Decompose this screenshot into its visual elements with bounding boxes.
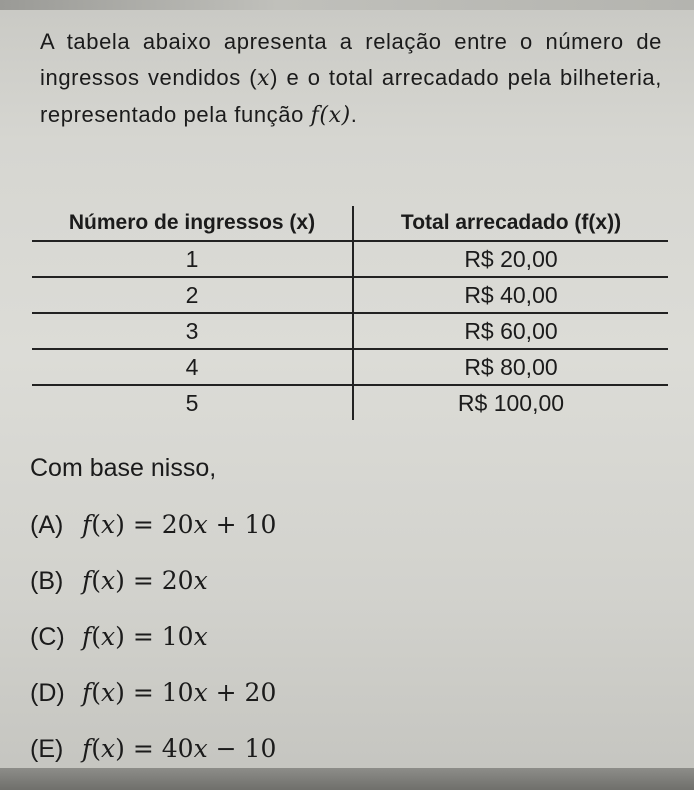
column-header-total: Total arrecadado (f(x)) <box>353 206 668 241</box>
table-cell-tickets: 1 <box>32 241 353 277</box>
table-cell-total: R$ 80,00 <box>353 349 668 385</box>
table-header-row <box>32 206 668 241</box>
intro-function: f(x) <box>310 103 351 128</box>
intro-variable: x <box>257 66 271 91</box>
table-row <box>32 277 668 313</box>
table-row <box>32 313 668 349</box>
table-cell-total: R$ 20,00 <box>353 241 668 277</box>
table-cell-total: R$ 40,00 <box>353 277 668 313</box>
table-cell-tickets: 4 <box>32 349 353 385</box>
option-label: (C) <box>30 623 65 651</box>
option-expression: f(x) = 10x <box>82 622 208 651</box>
option-label: (E) <box>30 735 64 763</box>
data-table <box>32 206 668 420</box>
answer-options <box>30 503 276 783</box>
option-label: (B) <box>30 567 64 595</box>
option-b[interactable] <box>30 559 276 615</box>
table-cell-total: R$ 100,00 <box>457 389 565 416</box>
option-expression: f(x) = 20x <box>82 566 208 595</box>
table-cell-tickets: 3 <box>32 313 353 349</box>
question-prompt: Com base nisso, <box>30 454 217 482</box>
option-a[interactable] <box>30 503 276 559</box>
option-label: (D) <box>30 679 65 707</box>
table-row <box>32 241 668 277</box>
table-row <box>32 349 668 385</box>
page-edge-bottom <box>0 768 694 790</box>
option-d[interactable] <box>30 671 276 727</box>
table-cell-total: R$ 60,00 <box>353 313 668 349</box>
table-row <box>32 385 668 420</box>
table-cell-tickets: 2 <box>32 277 353 313</box>
intro-text-end: . <box>350 102 358 127</box>
option-c[interactable] <box>30 615 276 671</box>
question-intro <box>40 24 662 134</box>
option-expression: f(x) = 20x + 10 <box>82 510 277 539</box>
table-cell-tickets: 5 <box>32 385 353 420</box>
option-label: (A) <box>30 511 64 539</box>
option-expression: f(x) = 10x + 20 <box>82 678 277 707</box>
page-edge-top <box>0 0 694 10</box>
intro-text: A tabela abaixo apresenta a relação entre o número de ingressos vendidos ( <box>40 29 662 90</box>
option-expression: f(x) = 40x − 10 <box>82 734 277 763</box>
column-header-tickets: Número de ingressos (x) <box>32 206 353 241</box>
intro-text-mid: ) e o total arrecadado pela bilheteria, representado pela função <box>40 65 662 127</box>
